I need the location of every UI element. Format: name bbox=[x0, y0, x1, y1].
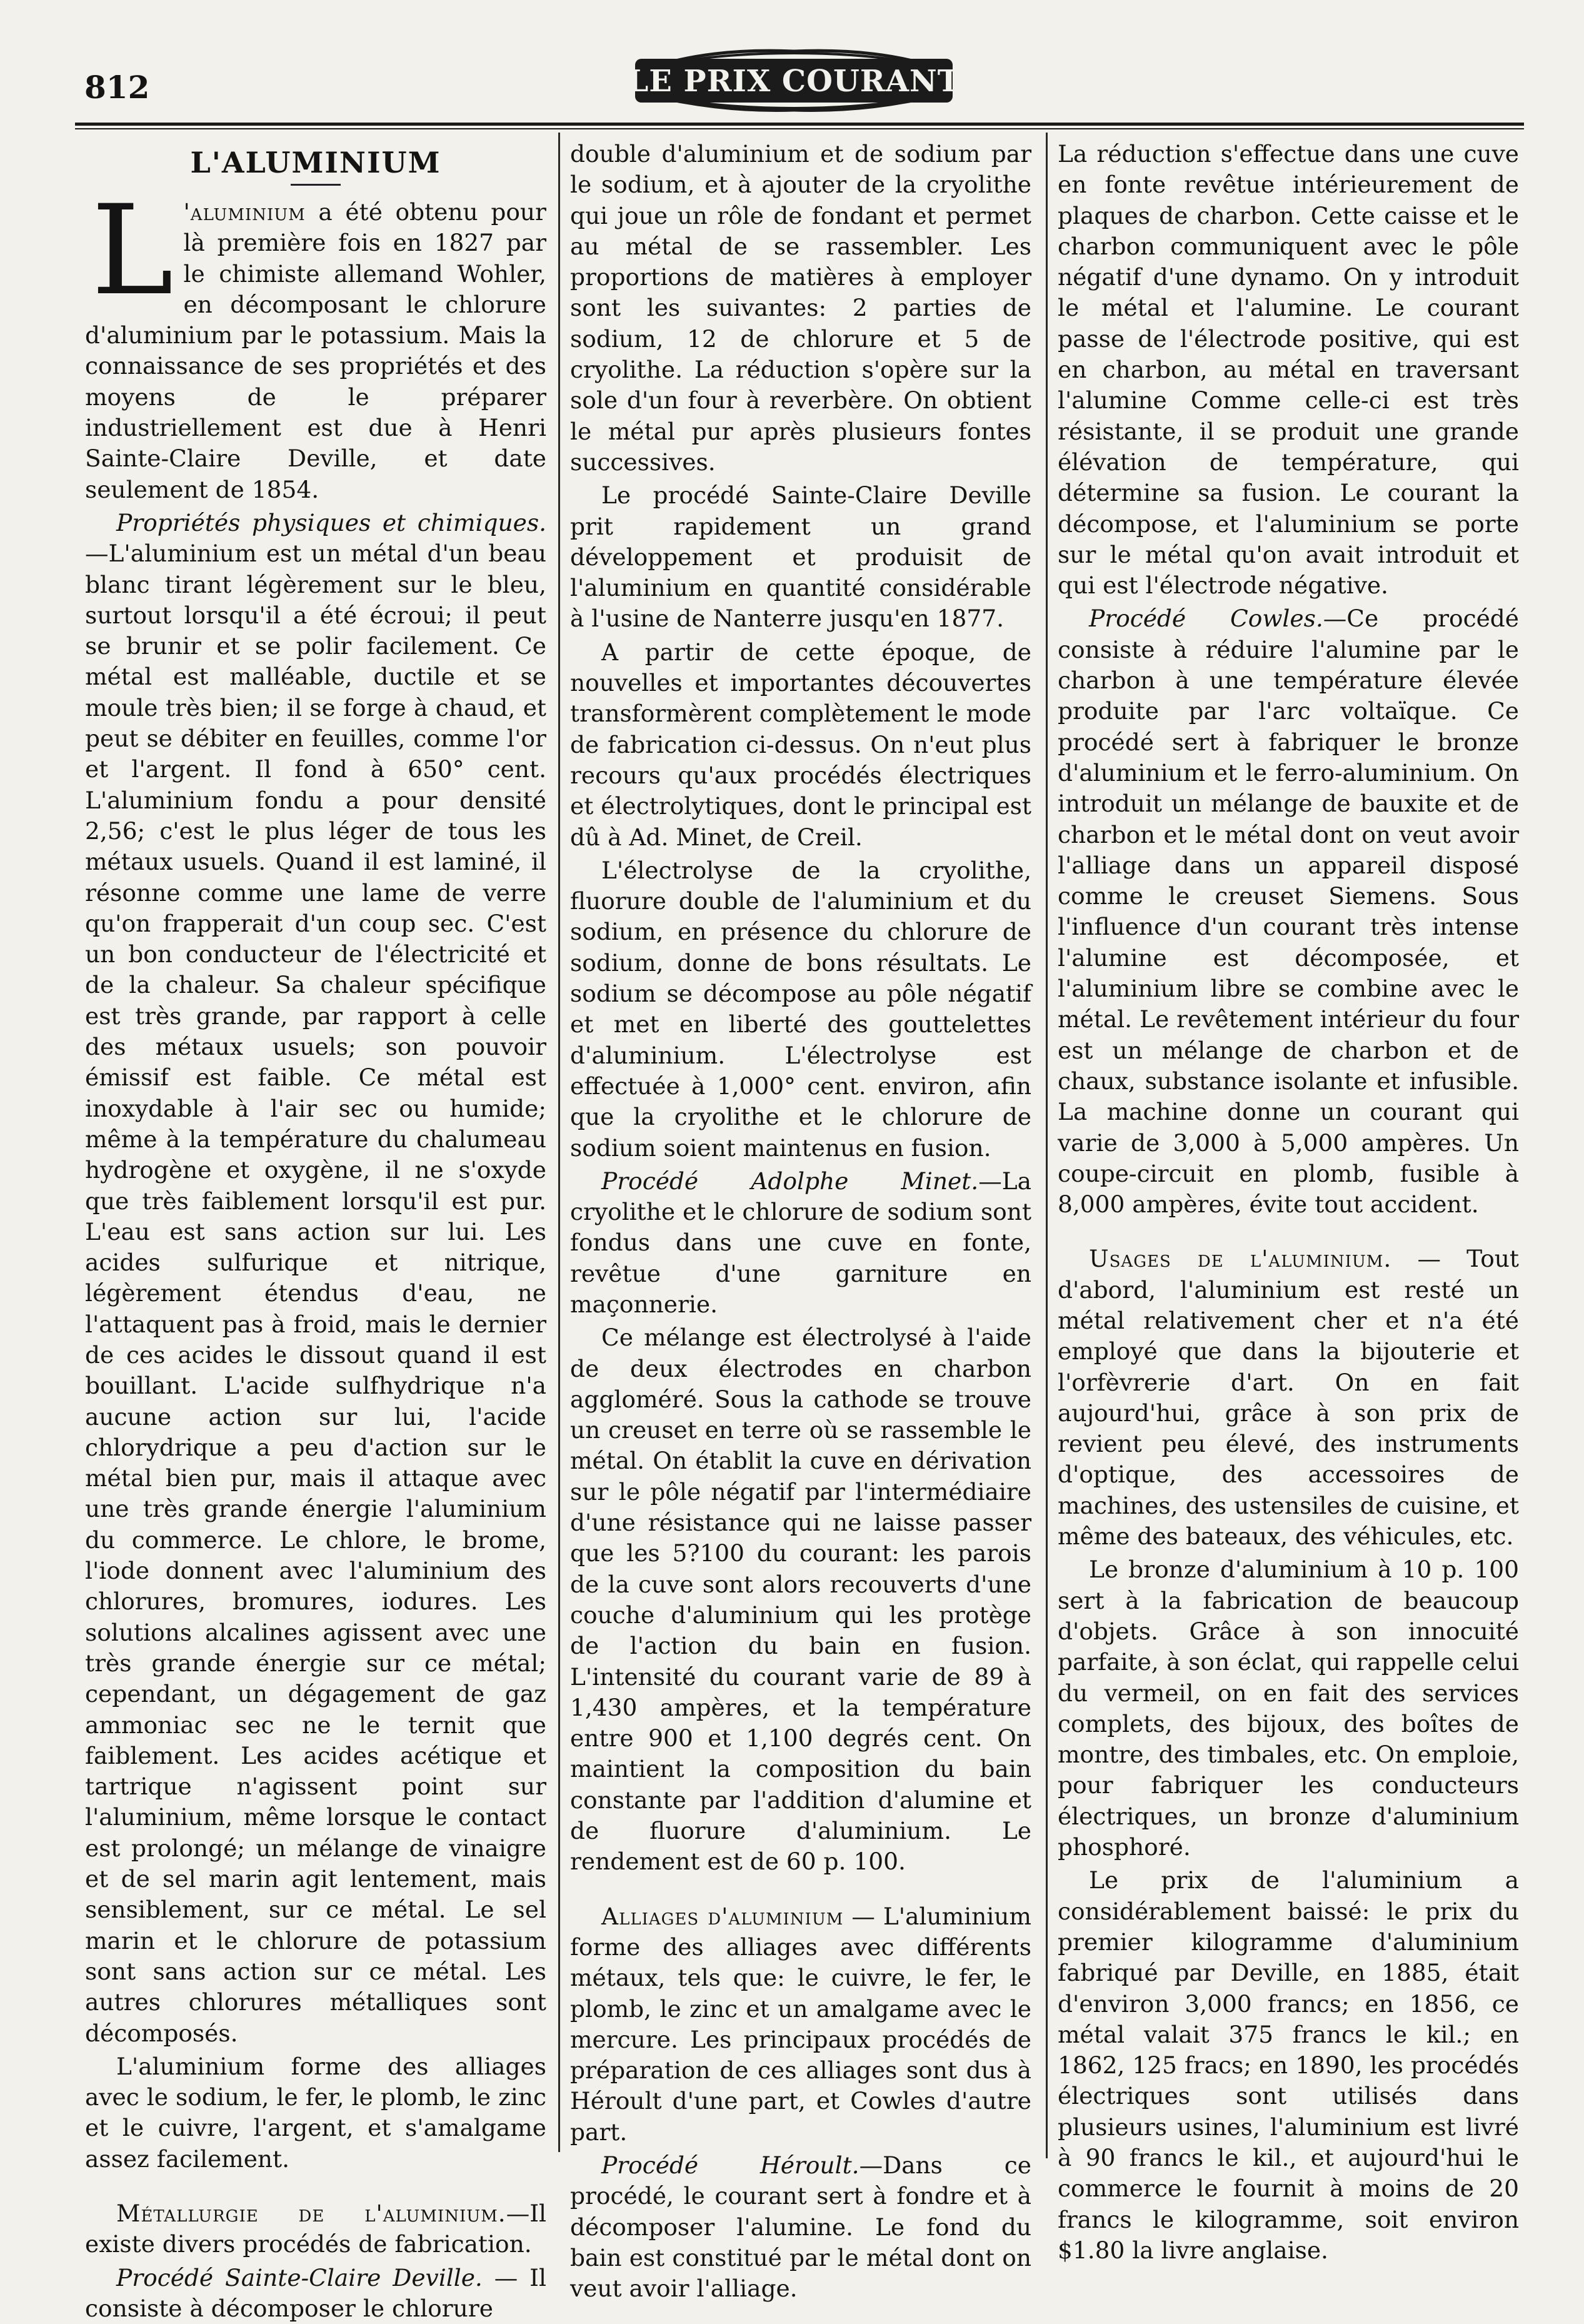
column-3 bbox=[1058, 139, 1519, 2264]
section-heading-properties: Propriétés physiques et chimiques. bbox=[116, 508, 546, 536]
intro-paragraph: L 'aluminium a été obtenu pour là première fois en 1827 par le chimiste allemand Wohler, en décomposant le chlorure d'aluminium par le potassium. Mais la connaissance de ses propriétés et des moyens de le préparer industriellement est due à Henri Sainte-Claire Deville, et date seulement de 1854. bbox=[85, 178, 546, 503]
article-title: L'ALUMINIUM bbox=[190, 146, 441, 179]
paragraph-reduction: La réduction s'effectue dans une cuve en fonte revêtue intérieurement de plaques de charbon. Cette caisse et le charbon communiquent avec le pôle négatif d'une dynamo. On y introduit le métal et l'alumine. Le courant passe de l'électrode positive, qui est en charbon, au métal en traversant l'alumine Comme celle-ci est très résistante, il se produit une grande élévation de température, qui détermine sa fusion. Le courant la décompose, et l'aluminium se porte sur le métal qu'on avait introduit et qui est l'électrode négative. bbox=[1058, 140, 1519, 600]
page-number: 812 bbox=[84, 69, 150, 106]
section-heading-cowles: Procédé Cowles. bbox=[1089, 605, 1323, 633]
section-heading-metallurgy: Métallurgie de l'aluminium. bbox=[116, 2200, 506, 2227]
header-rule-thin bbox=[75, 128, 1524, 129]
masthead-logo bbox=[627, 45, 961, 115]
paragraph-heroult: Procédé Héroult.—Dans ce procédé, le courant sert à fondre et à décomposer l'alumine. Le fond du bain est constitué par le métal dont on veut avoir l'alliage. bbox=[570, 2151, 1031, 2303]
drop-cap: L bbox=[91, 178, 174, 323]
paragraph-properties: Propriétés physiques et chimiques.—L'aluminium est un métal d'un beau blanc tirant légèrement sur le bleu, surtout lorsqu'il a été écroui; il peut se brunir et se polir facilement. Ce métal est malléable, ductile et se moule très bien; il se forge à chaud, et peut se débiter en feuilles, comme l'or et l'argent. Il fond à 650° cent. L'aluminium fondu a pour densité 2,56; c'est le plus léger de tous les métaux usuels. Quand il est laminé, il résonne comme une lame de verre qu'on frapperait d'un coup sec. C'est un bon conducteur de l'électricité et de la chaleur. Sa chaleur spécifique est très grande, par rapport à celle des métaux usuels; son pouvoir émissif est faible. Ce métal est inoxydable à l'air sec ou humide; même à la température du chalumeau hydrogène et oxygène, il ne s'oxyde que très faiblement lorsqu'il est pur. L'eau est sans action sur lui. Les acides sulfurique et nitrique, légèrement étendus d'eau, ne l'attaquent pas à froid, mais le dernier de ces acides le dissout quand il est bouillant. L'acide sulfhydrique n'a aucune action sur lui, l'acide chlorydrique a peu d'action sur le métal bien pur, mais il attaque avec une très grande énergie l'aluminium du commerce. Le chlore, le brome, l'iode donnent avec l'aluminium des chlorures, bromures, iodures. Les solutions alcalines agissent avec une très grande énergie sur ce métal; cependant, un dégagement de gaz ammoniac sec ne le ternit que faiblement. Les acides acétique et tartrique n'agissent point sur l'aluminium, même lorsque le contact est prolongé; un mélange de vinaigre et de sel marin agit lentement, mais sensiblement, sur ce métal. Le sel marin et le chlorure de potassium sont sans action sur ce métal. Les autres chlorures métalliques sont décomposés. bbox=[85, 508, 546, 2047]
paragraph-alloys-intro: L'aluminium forme des alliages avec le sodium, le fer, le plomb, le zinc et le cuivre, l'argent, et s'amalgame assez facilement. bbox=[85, 2052, 546, 2173]
paragraph-alloys: Alliages d'aluminium — L'aluminium forme des alliages avec différents métaux, tels que: le cuivre, le fer, le plomb, le zinc et un amalgame avec le mercure. Les principaux procédés de préparation de ces alliages sont dus à Héroult d'une part, et Cowles d'autre part. bbox=[570, 1902, 1031, 2146]
paragraph-uses: Usages de l'aluminium. — Tout d'abord, l'aluminium est resté un métal relativement cher et n'a été employé que dans la bijouterie et l'orfèvrerie d'art. On en fait aujourd'hui, grâce à son prix de revient peu élevé, des instruments d'optique, des accessoires de machines, des ustensiles de cuisine, et même des bateaux, des véhicules, etc. bbox=[1058, 1245, 1519, 1551]
column-divider-2 bbox=[1046, 133, 1048, 2158]
section-heading-minet: Procédé Adolphe Minet. bbox=[601, 1167, 979, 1195]
paragraph-electrolysis: L'électrolyse de la cryolithe, fluorure double de l'aluminium et du sodium, en présence du chlorure de sodium, donne de bons résultats. Le sodium se décompose au pôle négatif et met en liberté des gouttelettes d'aluminium. L'électrolyse est effectuée à 1,000° cent. environ, afin que la cryolithe et le chlorure de sodium soient maintenus en fusion. bbox=[570, 856, 1031, 1162]
paragraph-deville: Procédé Sainte-Claire Deville. — Il consiste à décomposer le chlorure bbox=[85, 2263, 546, 2322]
paragraph-bronze: Le bronze d'aluminium à 10 p. 100 sert à la fabrication de beaucoup d'objets. Grâce à son innocuité parfaite, à son éclat, qui rappelle celui du vermeil, on en fait des services complets, des bijoux, des boîtes de montre, des timbales, etc. On emploie, pour fabriquer les conducteurs électriques, un bronze d'aluminium phosphoré. bbox=[1058, 1556, 1519, 1861]
paragraph-nanterre: Le procédé Sainte-Claire Deville prit rapidement un grand développement et produisit de l'aluminium en quantité considérable à l'usine de Nanterre jusqu'en 1877. bbox=[570, 481, 1031, 633]
column-divider-1 bbox=[558, 133, 560, 2152]
paragraph-cowles: Procédé Cowles.—Ce procédé consiste à réduire l'alumine par le charbon à une température élevée produite par l'arc voltaïque. Ce procédé sert à fabriquer le bronze d'aluminium et le ferro-aluminium. On introduit un mélange de bauxite et de charbon et le métal dont on veut avoir l'alliage dans un appareil disposé comme le creuset Siemens. Sous l'influence d'un courant très intense l'alumine est décomposée, et l'aluminium libre se combine avec le métal. Le revêtement intérieur du four est un mélange de charbon et de chaux, substance isolante et infusible. La machine donne un courant qui varie de 3,000 à 5,000 ampères. Un coupe-circuit en plomb, fusible à 8,000 ampères, évite tout accident. bbox=[1058, 605, 1519, 1219]
masthead-logo-icon bbox=[627, 45, 961, 115]
header-rule bbox=[75, 123, 1524, 126]
paragraph-metallurgy: Métallurgie de l'aluminium.—Il existe divers procédés de fabrication. bbox=[85, 2200, 546, 2258]
section-heading-deville: Procédé Sainte-Claire Deville. bbox=[116, 2263, 483, 2291]
paragraph-electrodes: Ce mélange est électrolysé à l'aide de deux électrodes en charbon aggloméré. Sous la cathode se trouve un creuset en terre où se rassemble le métal. On établit la cuve en dérivation sur le pôle négatif par l'intermédiaire d'une résistance qui ne laisse passer que les 5?100 du courant: les parois de la cuve sont alors recouverts d'une couche d'aluminium qui les protège de l'action du bain en fusion. L'intensité du courant varie de 89 à 1,430 ampères, et la température entre 900 et 1,100 degrés cent. On maintient la composition du bain constante par l'addition d'alumine et de fluorure d'aluminium. Le rendement est de 60 p. 100. bbox=[570, 1324, 1031, 1876]
section-heading-uses: Usages de l'aluminium. bbox=[1089, 1245, 1392, 1273]
section-heading-alloys: Alliages d'aluminium bbox=[601, 1902, 844, 1930]
paragraph-deville-cont: double d'aluminium et de sodium par le sodium, et à ajouter de la cryolithe qui joue un rôle de fondant et permet au métal de se rassembler. Les proportions de matières à employer sont les suivantes: 2 parties de sodium, 12 de chlorure et 5 de cryolithe. La réduction s'opère sur la sole d'un four à reverbère. On obtient le métal pur après plusieurs fontes successives. bbox=[570, 140, 1031, 476]
column-1 bbox=[85, 139, 546, 2322]
column-2 bbox=[570, 139, 1031, 2303]
paragraph-price: Le prix de l'aluminium a considérablement baissé: le prix du premier kilogramme d'aluminium fabriqué par Deville, en 1885, était d'environ 3,000 francs; en 1856, ce métal valait 375 francs le kil.; en 1862, 125 fracs; en 1890, les procédés électriques sont utilisés dans plusieurs usines, l'aluminium est livré à 90 francs le kil., et aujourd'hui le commerce le fournit à moins de 20 francs le kilogramme, soit environ $1.80 la livre anglaise. bbox=[1058, 1866, 1519, 2264]
title-rule bbox=[291, 184, 341, 186]
intro-lead: 'aluminium bbox=[183, 198, 306, 226]
paragraph-new-discoveries: A partir de cette époque, de nouvelles et importantes découvertes transformèrent complètement le mode de fabrication ci-dessus. On n'eut plus recours qu'aux procédés électriques et électrolytiques, dont le principal est dû à Ad. Minet, de Creil. bbox=[570, 638, 1031, 851]
paragraph-minet: Procédé Adolphe Minet.—La cryolithe et le chlorure de sodium sont fondus dans une cuve en fonte, revêtue d'une garniture en maçonnerie. bbox=[570, 1167, 1031, 1318]
svg-text:LE PRIX COURANT: LE PRIX COURANT bbox=[627, 64, 961, 99]
section-heading-heroult: Procédé Héroult. bbox=[601, 2151, 860, 2179]
